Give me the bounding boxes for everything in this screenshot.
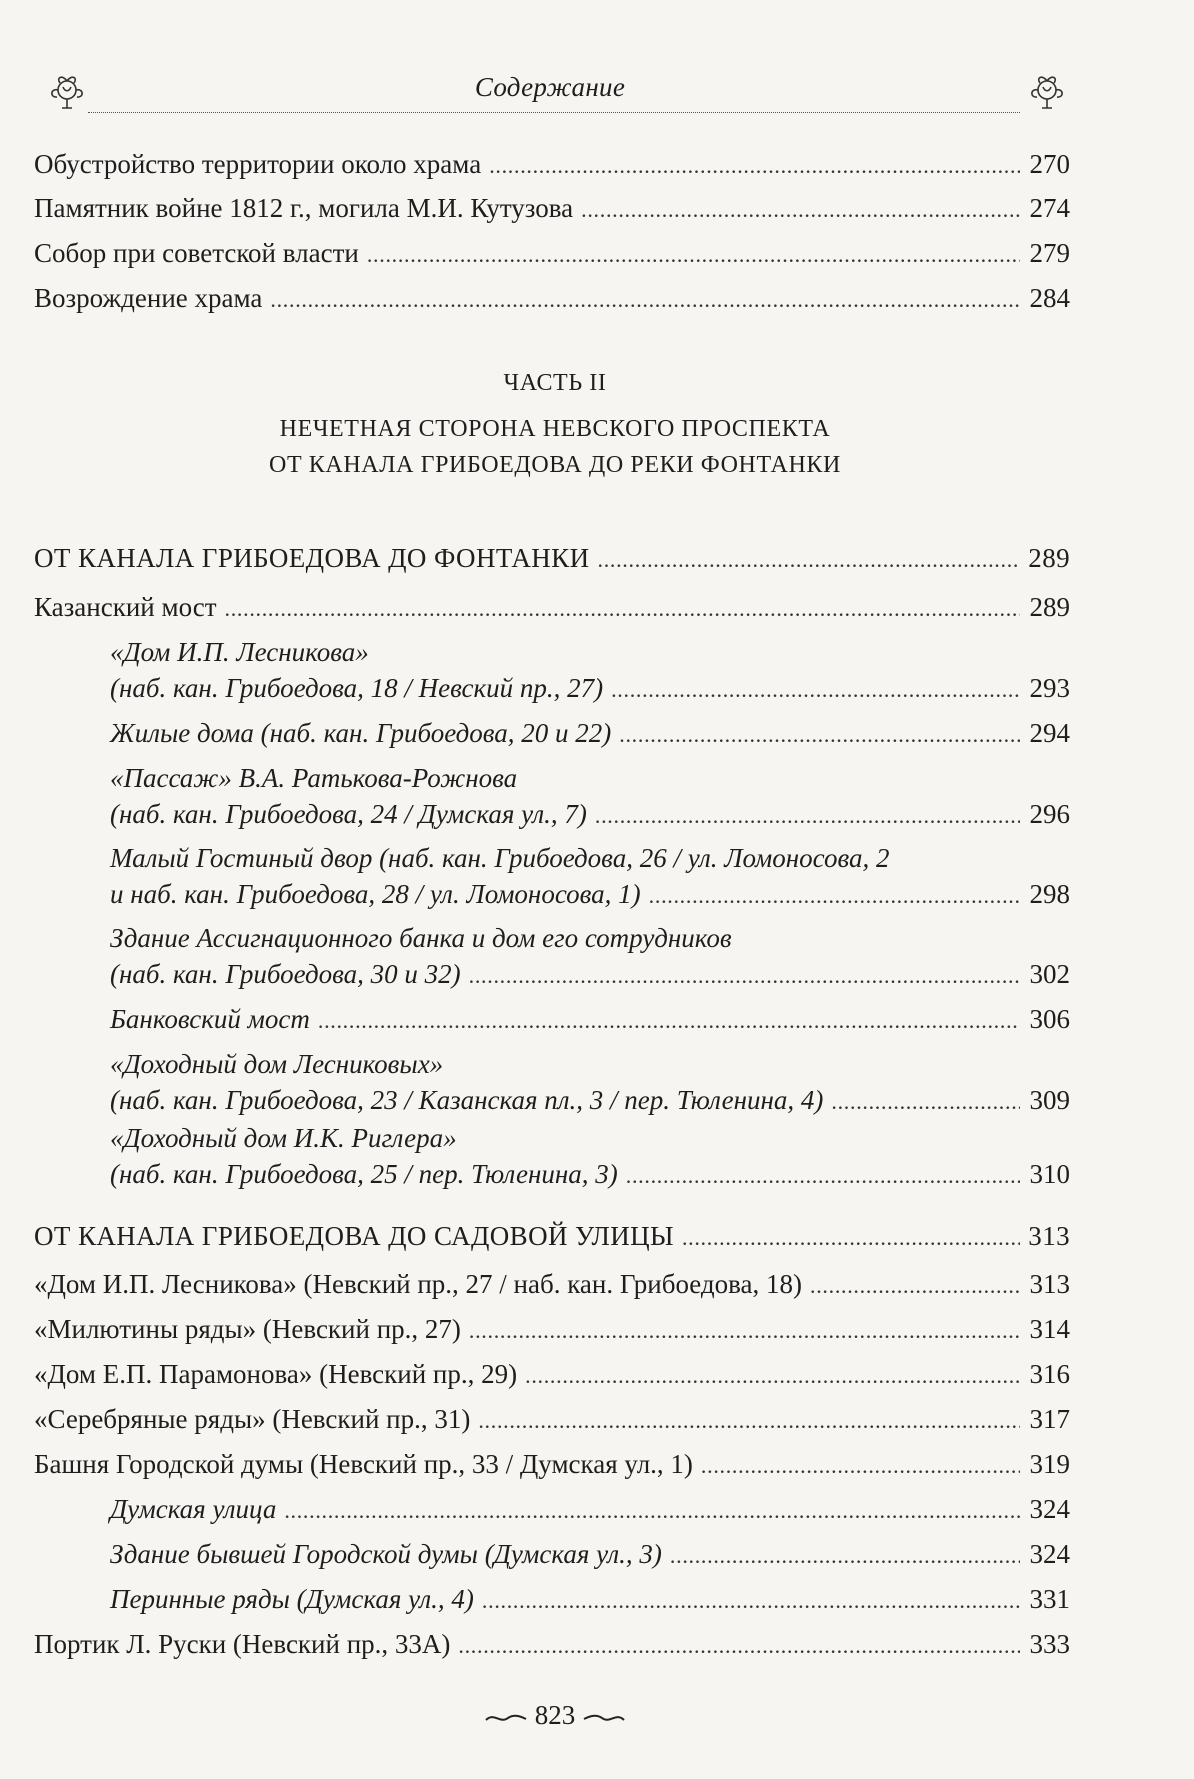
toc-subentry: (наб. кан. Грибоедова, 24 / Думская ул., 7) . . . 296 — [110, 796, 1070, 832]
page-number: 314 — [1029, 1314, 1070, 1344]
subentry-first-line: Здание Ассигнационного банка и дом его сотрудников — [110, 923, 732, 953]
toc-subentry: (наб. кан. Грибоедова, 30 и 32) . . . 302 — [110, 956, 1070, 992]
subentry-first-line: «Дом И.П. Лесникова» — [110, 637, 369, 667]
page-number: 313 — [1028, 1221, 1070, 1251]
toc-subentry: (наб. кан. Грибоедова, 18 / Невский пр., 27) . . . 293 — [110, 670, 1070, 706]
page-number: 319 — [1029, 1449, 1070, 1479]
toc-entry: Казанский мост . . . 289 — [34, 589, 1070, 625]
toc-subentry: Здание бывшей Городской думы (Думская ул., 3) . . . 324 — [110, 1536, 1070, 1572]
page-number: 302 — [1029, 959, 1070, 989]
page-number: 331 — [1029, 1584, 1070, 1614]
part-number: ЧАСТЬ II — [503, 370, 607, 396]
toc-entry: «Дом Е.П. Парамонова» (Невский пр., 29) . . . 316 — [34, 1356, 1070, 1392]
toc-entry: «Дом И.П. Лесникова» (Невский пр., 27 / наб. кан. Грибоедова, 18) . . . 313 — [34, 1266, 1070, 1302]
header-dotted-rule — [88, 112, 1020, 113]
toc-subentry: Жилые дома (наб. кан. Грибоедова, 20 и 22) . . . 294 — [110, 715, 1070, 751]
page-number: 293 — [1029, 673, 1070, 703]
toc-entry: Памятник войне 1812 г., могила М.И. Кутузова . . . 274 — [34, 190, 1070, 226]
page-number: 313 — [1029, 1269, 1070, 1299]
swash-right-icon — [582, 1710, 626, 1726]
toc-entry: Собор при советской власти . . . 279 — [34, 235, 1070, 271]
page-number: 309 — [1029, 1085, 1070, 1115]
page-number: 310 — [1029, 1159, 1070, 1189]
swash-left-icon — [484, 1710, 528, 1726]
toc-subentry: и наб. кан. Грибоедова, 28 / ул. Ломоносова, 1) . . . 298 — [110, 876, 1070, 912]
page-number: 289 — [1028, 543, 1070, 573]
page-footer — [0, 1700, 1110, 1731]
page-number: 324 — [1029, 1494, 1070, 1524]
page-number: 270 — [1029, 149, 1070, 179]
running-header — [30, 64, 1070, 124]
section-heading: ОТ КАНАЛА ГРИБОЕДОВА ДО САДОВОЙ УЛИЦЫ . . . 313 — [34, 1218, 1070, 1254]
subentry-first-line: «Пассаж» В.А. Ратькова-Рожнова — [110, 763, 518, 793]
toc-subentry: Думская улица . . . 324 — [110, 1491, 1070, 1527]
subentry-first-line: Малый Гостиный двор (наб. кан. Грибоедова, 26 / ул. Ломоносова, 2 — [110, 843, 890, 873]
subentry-first-line: «Доходный дом Лесниковых» — [110, 1049, 444, 1079]
page-number: 316 — [1029, 1359, 1070, 1389]
section-heading: ОТ КАНАЛА ГРИБОЕДОВА ДО ФОНТАНКИ . . . 289 — [34, 540, 1070, 576]
header-title: Содержание — [474, 72, 626, 102]
page-number: 284 — [1029, 283, 1070, 313]
page-number: 274 — [1029, 193, 1070, 223]
page-number: 279 — [1029, 238, 1070, 268]
toc-entry: Обустройство территории около храма . . . 270 — [34, 146, 1070, 182]
page-number: 306 — [1029, 1004, 1070, 1034]
ornament-icon — [1022, 64, 1072, 114]
page-number: 289 — [1029, 592, 1070, 622]
toc-subentry: (наб. кан. Грибоедова, 23 / Казанская пл., 3 / пер. Тюленина, 4) . . . 309 — [110, 1082, 1070, 1118]
toc-entry: «Серебряные ряды» (Невский пр., 31) . . . 317 — [34, 1401, 1070, 1437]
page-number: 324 — [1029, 1539, 1070, 1569]
page-number: 294 — [1029, 718, 1070, 748]
toc-subentry: (наб. кан. Грибоедова, 25 / пер. Тюленина, 3) . . . 310 — [110, 1156, 1070, 1192]
toc-entry: Башня Городской думы (Невский пр., 33 / Думская ул., 1) . . . 319 — [34, 1446, 1070, 1482]
part-title-line1: НЕЧЕТНАЯ СТОРОНА НЕВСКОГО ПРОСПЕКТА — [279, 416, 831, 442]
page-number: 333 — [1029, 1629, 1070, 1659]
toc-subentry: Перинные ряды (Думская ул., 4) . . . 331 — [110, 1581, 1070, 1617]
page-number: 296 — [1029, 799, 1070, 829]
part-title-line2: ОТ КАНАЛА ГРИБОЕДОВА ДО РЕКИ ФОНТАНКИ — [269, 452, 841, 478]
page-number: 317 — [1029, 1404, 1070, 1434]
footer-page-number: 823 — [534, 1700, 576, 1730]
toc-entry: «Милютины ряды» (Невский пр., 27) . . . 314 — [34, 1311, 1070, 1347]
subentry-first-line: «Доходный дом И.К. Риглера» — [110, 1123, 457, 1153]
toc-entry: Возрождение храма . . . 284 — [34, 280, 1070, 316]
toc-subentry: Банковский мост . . . 306 — [110, 1001, 1070, 1037]
page-number: 298 — [1029, 879, 1070, 909]
toc-entry: Портик Л. Руски (Невский пр., 33А) . . . 333 — [34, 1626, 1070, 1662]
